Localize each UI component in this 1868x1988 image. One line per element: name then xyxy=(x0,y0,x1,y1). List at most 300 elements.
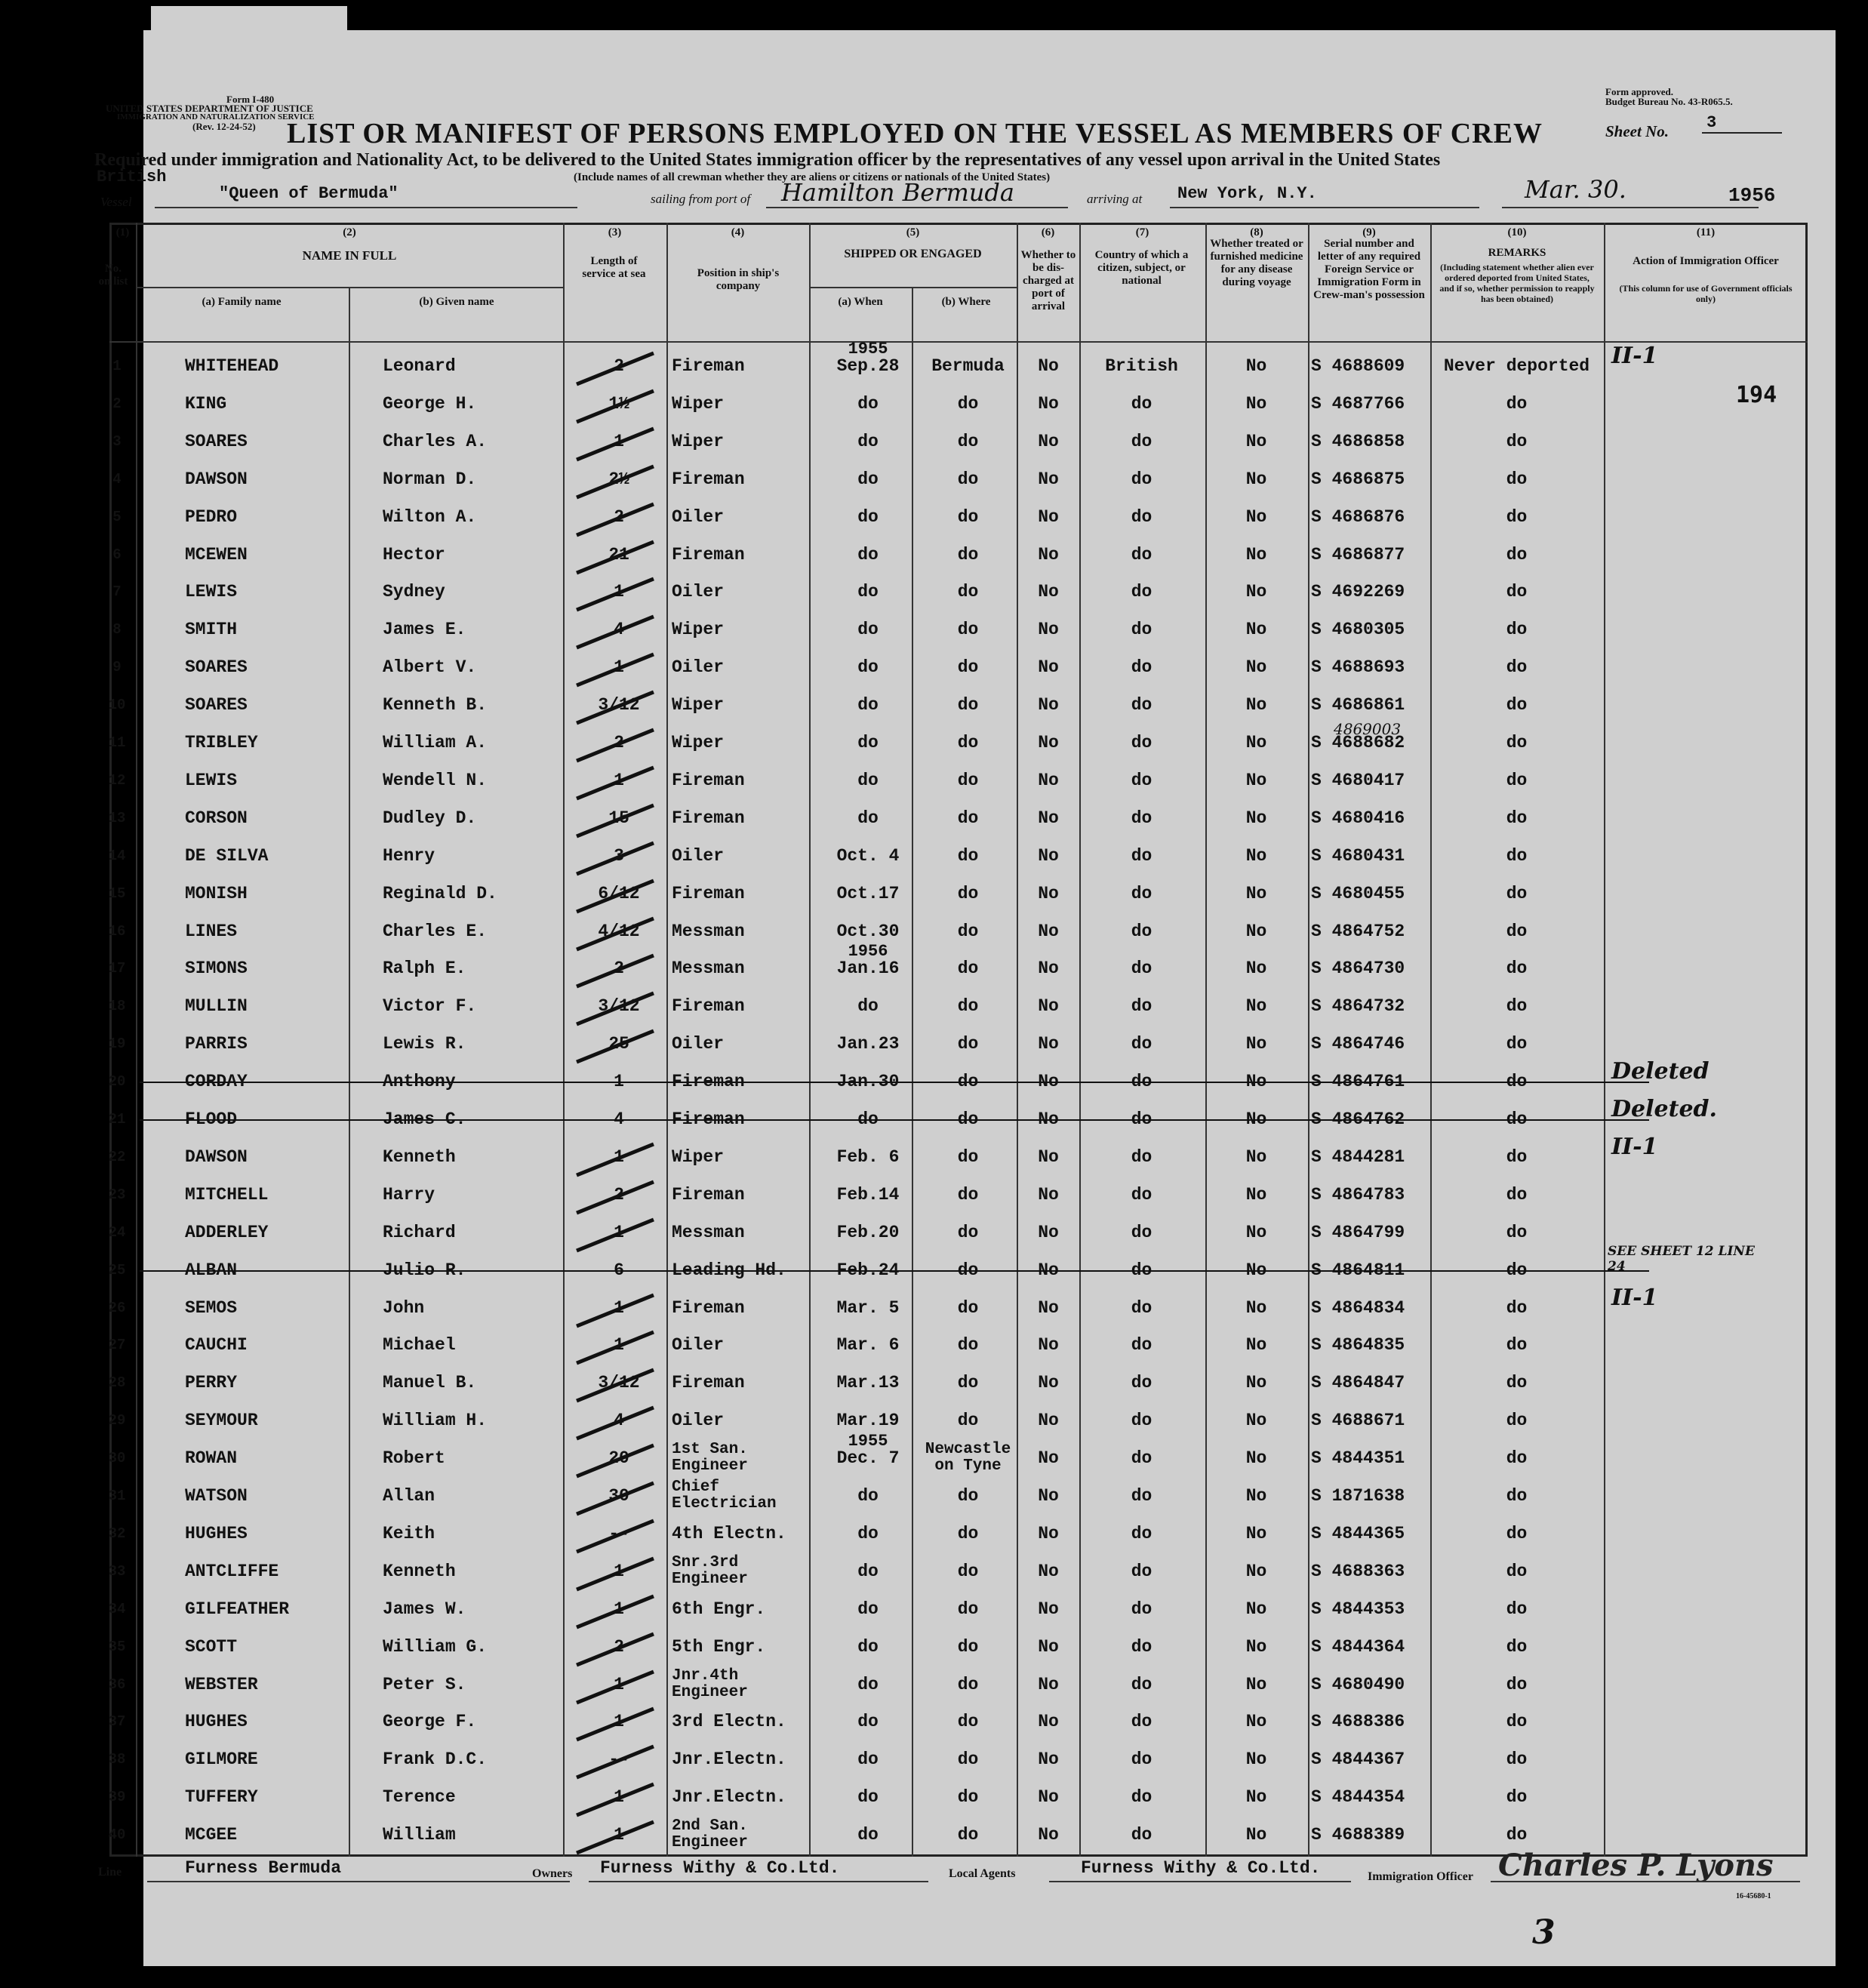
cell-discharged: No xyxy=(1038,770,1059,790)
cell-given: George F. xyxy=(383,1712,477,1732)
cell-serial: S 4686875 xyxy=(1311,469,1405,489)
requirement-text: Required under immigration and Nationality Act, to be delivered to the United States immigration officer by the representatives of any vessel upon arrival in the United States xyxy=(94,150,1441,170)
officer-signature: Charles P. Lyons xyxy=(1498,1848,1774,1883)
cell-treated: No xyxy=(1245,657,1267,678)
cell-treated: No xyxy=(1245,1486,1267,1506)
cell-serial: S 4680455 xyxy=(1311,883,1405,903)
cell-discharged: No xyxy=(1038,582,1059,602)
cell-family: SOARES xyxy=(185,431,248,451)
cell-serial: S 4864761 xyxy=(1311,1072,1405,1092)
table-row xyxy=(109,1628,1808,1666)
header-col7: (7) xyxy=(1135,226,1149,238)
footer-agents: Furness Withy & Co.Ltd. xyxy=(1081,1858,1321,1878)
cell-given: William xyxy=(383,1825,456,1845)
cell-given: Frank D.C. xyxy=(383,1750,488,1770)
header-col9-text: Serial number and letter of any required Foreign Service or Immigration Form in Crew-man's possession xyxy=(1313,238,1425,301)
cell-treated: No xyxy=(1245,1109,1267,1129)
cell-discharged: No xyxy=(1038,1260,1059,1280)
page-title: LIST OR MANIFEST OF PERSONS EMPLOYED ON THE VESSEL AS MEMBERS OF CREW xyxy=(287,118,1543,149)
cell-remarks: do xyxy=(1506,1222,1528,1242)
cell-where: do xyxy=(957,1373,979,1393)
cell-where: do xyxy=(957,770,979,790)
cell-treated: No xyxy=(1245,770,1267,790)
cell-country: do xyxy=(1131,657,1152,678)
header-subdivider xyxy=(136,287,563,288)
cell-no: 16 xyxy=(108,922,126,940)
page-mark: 3 xyxy=(1532,1913,1556,1952)
table-row xyxy=(109,1025,1808,1063)
requirement-note: (Include names of all crewman whether they are aliens or citizens or nationals of the United States) xyxy=(574,171,1051,183)
cell-position-line2: Electrician xyxy=(672,1495,777,1513)
cell-given: Charles E. xyxy=(383,921,488,941)
cell-country: do xyxy=(1131,883,1152,903)
cell-service: 2 xyxy=(614,1184,624,1205)
cell-discharged: No xyxy=(1038,1184,1059,1205)
cell-remarks: do xyxy=(1506,1825,1528,1845)
cell-treated: No xyxy=(1245,620,1267,640)
table-row xyxy=(109,381,1808,423)
cell-position: Oiler xyxy=(672,1034,725,1054)
cell-remarks: do xyxy=(1506,393,1528,414)
cell-service: 2 xyxy=(614,506,624,527)
cell-remarks: do xyxy=(1506,1486,1528,1506)
cell-family: TRIBLEY xyxy=(185,733,258,752)
cell-remarks: do xyxy=(1506,544,1528,565)
cell-given: William H. xyxy=(383,1411,488,1431)
cell-no: 20 xyxy=(108,1073,126,1091)
paper-tab xyxy=(151,6,347,66)
cell-when: Oct.17 xyxy=(836,883,900,903)
cell-country: do xyxy=(1131,1034,1152,1054)
cell-discharged: No xyxy=(1038,393,1059,414)
cell-remarks: do xyxy=(1506,506,1528,527)
cell-remarks: do xyxy=(1506,1674,1528,1694)
cell-given: Terence xyxy=(383,1787,456,1808)
cell-position: Oiler xyxy=(672,506,725,527)
cell-family: CAUCHI xyxy=(185,1335,248,1356)
cell-service: 4 xyxy=(614,1411,624,1431)
table-row xyxy=(108,1432,1808,1477)
cell-remarks: do xyxy=(1506,733,1528,752)
cell-service: 3/12 xyxy=(598,996,640,1017)
cell-service: 4 xyxy=(614,620,624,640)
cell-treated: No xyxy=(1245,1636,1267,1657)
cell-position: Wiper xyxy=(672,1146,725,1167)
cell-when: Oct.30 xyxy=(836,921,900,941)
cell-remarks: do xyxy=(1506,657,1528,678)
cell-no: 31 xyxy=(108,1488,126,1504)
cell-when: do xyxy=(857,1825,879,1845)
officer-action: Deleted xyxy=(1611,1058,1710,1085)
cell-discharged: No xyxy=(1038,695,1059,715)
cell-family: GILFEATHER xyxy=(185,1599,290,1619)
cell-where: do xyxy=(957,1335,979,1356)
table-row xyxy=(109,762,1808,799)
cell-where: do xyxy=(957,1297,979,1318)
cell-remarks: do xyxy=(1506,1599,1528,1619)
cell-where: Newcastle xyxy=(925,1441,1011,1459)
header-col1: (1) xyxy=(115,226,130,238)
cell-position: Fireman xyxy=(672,1297,745,1318)
cell-remarks: do xyxy=(1506,1260,1528,1280)
cell-where: do xyxy=(957,1146,979,1167)
cell-family: PERRY xyxy=(185,1373,238,1393)
cell-discharged: No xyxy=(1038,1787,1059,1808)
table-row xyxy=(109,686,1808,724)
cell-position: Wiper xyxy=(672,695,725,715)
cell-when: do xyxy=(857,996,879,1017)
cell-treated: No xyxy=(1245,1674,1267,1694)
cell-country: do xyxy=(1131,1636,1152,1657)
cell-position: Fireman xyxy=(672,544,745,565)
table-row xyxy=(108,720,1808,762)
cell-no: 29 xyxy=(108,1412,126,1429)
cell-position: Chief xyxy=(672,1479,720,1496)
cell-no: 3 xyxy=(112,432,122,450)
cell-when: do xyxy=(857,544,879,565)
cell-country: do xyxy=(1131,620,1152,640)
cell-remarks: do xyxy=(1506,1034,1528,1054)
cell-service: 1 xyxy=(614,1146,624,1167)
header-col2b: (b) Given name xyxy=(419,296,494,308)
cell-position: Oiler xyxy=(672,845,725,866)
cell-family: HUGHES xyxy=(185,1523,248,1543)
cell-year: 1955 xyxy=(848,340,888,359)
cell-where: do xyxy=(957,959,979,979)
cell-given: William G. xyxy=(383,1636,488,1657)
cell-position: Oiler xyxy=(672,582,725,602)
cell-family: WEBSTER xyxy=(185,1674,258,1694)
table-row xyxy=(109,460,1808,498)
cell-remarks: do xyxy=(1506,620,1528,640)
cell-given: Victor F. xyxy=(383,996,477,1017)
cell-serial: S 4864762 xyxy=(1311,1109,1405,1129)
table-row xyxy=(109,1740,1808,1778)
cell-serial: S 4688386 xyxy=(1311,1712,1405,1732)
cell-given: Leonard xyxy=(383,356,456,376)
cell-when: Feb. 6 xyxy=(836,1146,900,1167)
cell-no: 19 xyxy=(108,1036,126,1053)
cell-position: Fireman xyxy=(672,469,745,489)
cell-when: Jan.23 xyxy=(836,1034,900,1054)
cell-remarks: do xyxy=(1506,695,1528,715)
cell-country: do xyxy=(1131,733,1152,752)
arriving-port: New York, N.Y. xyxy=(1177,184,1317,203)
cell-family: DE SILVA xyxy=(185,845,269,866)
cell-country: do xyxy=(1131,1297,1152,1318)
cell-discharged: No xyxy=(1038,1561,1059,1581)
cell-discharged: No xyxy=(1038,1034,1059,1054)
cell-serial: S 4864811 xyxy=(1311,1260,1405,1280)
cell-when: Dec. 7 xyxy=(836,1448,900,1469)
cell-family: PARRIS xyxy=(185,1034,248,1054)
header-col10-title: REMARKS xyxy=(1488,247,1546,259)
cell-service: 30 xyxy=(608,1486,629,1506)
cell-family: MONISH xyxy=(185,883,248,903)
cell-given: Kenneth xyxy=(383,1146,456,1167)
cell-discharged: No xyxy=(1038,356,1059,376)
table-row xyxy=(109,498,1808,536)
table-row xyxy=(108,1133,1808,1176)
cell-discharged: No xyxy=(1038,1486,1059,1506)
cell-country: do xyxy=(1131,1523,1152,1543)
header-subdivider xyxy=(809,287,1017,288)
cell-treated: No xyxy=(1245,845,1267,866)
cell-service: 3/12 xyxy=(598,1373,640,1393)
cell-treated: No xyxy=(1245,1448,1267,1469)
cell-where: do xyxy=(957,582,979,602)
cell-remarks: do xyxy=(1506,921,1528,941)
table-row xyxy=(109,1326,1808,1364)
cell-serial: S 4688609 xyxy=(1311,356,1405,376)
table-row xyxy=(109,611,1808,648)
cell-no: 4 xyxy=(112,470,122,488)
cell-remarks: Never deported xyxy=(1443,356,1590,376)
cell-no: 36 xyxy=(108,1676,126,1693)
cell-treated: No xyxy=(1245,431,1267,451)
cell-given: Ralph E. xyxy=(383,959,466,979)
footer-line: Furness Bermuda xyxy=(185,1858,342,1878)
cell-country: do xyxy=(1131,1561,1152,1581)
cell-remarks: do xyxy=(1506,1448,1528,1469)
cell-serial: S 4680305 xyxy=(1311,620,1405,640)
cell-country: do xyxy=(1131,1411,1152,1431)
cell-remarks: do xyxy=(1506,1411,1528,1431)
row-strikethrough xyxy=(140,1119,1649,1121)
cell-serial: S 4688693 xyxy=(1311,657,1405,678)
cell-serial: S 4864835 xyxy=(1311,1335,1405,1356)
cell-remarks: do xyxy=(1506,1297,1528,1318)
cell-treated: No xyxy=(1245,469,1267,489)
cell-country: do xyxy=(1131,1599,1152,1619)
cell-position: Fireman xyxy=(672,996,745,1017)
table-row xyxy=(108,942,1808,987)
cell-family: CORDAY xyxy=(185,1072,248,1092)
cell-when: Sep.28 xyxy=(836,356,900,376)
cell-remarks: do xyxy=(1506,845,1528,866)
cell-discharged: No xyxy=(1038,1222,1059,1242)
cell-serial: S 4680416 xyxy=(1311,808,1405,828)
cell-serial: S 4864732 xyxy=(1311,996,1405,1017)
cell-service: 1 xyxy=(614,1712,624,1732)
cell-discharged: No xyxy=(1038,1297,1059,1318)
cell-where: do xyxy=(957,1523,979,1543)
cell-when: do xyxy=(857,506,879,527)
cell-no: 39 xyxy=(108,1789,126,1806)
cell-service: 2 xyxy=(614,356,624,376)
cell-where: do xyxy=(957,1561,979,1581)
cell-position-line2: Engineer xyxy=(672,1570,748,1588)
form-revision: (Rev. 12-24-52) xyxy=(192,121,256,132)
cell-no: 37 xyxy=(108,1713,126,1731)
cell-discharged: No xyxy=(1038,1109,1059,1129)
header-col6: (6) xyxy=(1041,226,1055,238)
cell-given: Dudley D. xyxy=(383,808,477,828)
table-row xyxy=(109,1214,1808,1251)
cell-discharged: No xyxy=(1038,657,1059,678)
cell-treated: No xyxy=(1245,695,1267,715)
cell-service: 1 xyxy=(614,582,624,602)
cell-remarks: do xyxy=(1506,883,1528,903)
cell-position: Fireman xyxy=(672,883,745,903)
cell-treated: No xyxy=(1245,808,1267,828)
cell-where: do xyxy=(957,1712,979,1732)
table-row xyxy=(109,1553,1808,1590)
cell-where: do xyxy=(957,921,979,941)
cell-position: Oiler xyxy=(672,657,725,678)
cell-remarks: do xyxy=(1506,770,1528,790)
header-col11-sub: (This column for use of Government officials only) xyxy=(1619,283,1793,304)
cell-position: 5th Engr. xyxy=(672,1636,766,1657)
cell-when: Mar. 5 xyxy=(836,1297,900,1318)
cell-no: 22 xyxy=(108,1148,126,1165)
cell-service: 20 xyxy=(608,1448,629,1469)
cell-no: 18 xyxy=(108,998,126,1015)
cell-given: Manuel B. xyxy=(383,1373,477,1393)
cell-when: do xyxy=(857,1109,879,1129)
cell-when: Feb.24 xyxy=(836,1260,900,1280)
cell-treated: No xyxy=(1245,1523,1267,1543)
cell-serial: S 4688389 xyxy=(1311,1825,1405,1845)
budget-bureau: Budget Bureau No. 43-R065.5. xyxy=(1605,96,1733,107)
footer-owners-rule xyxy=(589,1864,928,1882)
header-col8: (8) xyxy=(1250,226,1263,238)
cell-year: 1956 xyxy=(848,942,888,962)
cell-where-line2: on Tyne xyxy=(934,1457,1002,1476)
cell-where: do xyxy=(957,695,979,715)
cell-family: KING xyxy=(185,393,227,414)
cell-where: do xyxy=(957,733,979,752)
cell-serial: S 1871638 xyxy=(1311,1486,1405,1506)
header-col5-text: SHIPPED OR ENGAGED xyxy=(844,248,982,260)
cell-family: GILMORE xyxy=(185,1750,258,1770)
cell-country: do xyxy=(1131,1787,1152,1808)
cell-family: LINES xyxy=(185,921,238,941)
cell-discharged: No xyxy=(1038,431,1059,451)
cell-when: do xyxy=(857,582,879,602)
cell-country: do xyxy=(1131,1184,1152,1205)
cell-country: do xyxy=(1131,1222,1152,1242)
cell-position: Jnr.Electn. xyxy=(672,1750,786,1770)
officer-action: SEE SHEET 12 LINE 24 xyxy=(1608,1243,1755,1274)
table-row xyxy=(109,1176,1808,1214)
cell-country: do xyxy=(1131,1260,1152,1280)
cell-when: do xyxy=(857,1561,879,1581)
cell-discharged: No xyxy=(1038,1712,1059,1732)
cell-position: Oiler xyxy=(672,1411,725,1431)
cell-no: 8 xyxy=(112,621,122,639)
cell-given: Harry xyxy=(383,1184,435,1205)
cell-position: 6th Engr. xyxy=(672,1599,766,1619)
cell-discharged: No xyxy=(1038,1373,1059,1393)
cell-no: 21 xyxy=(108,1111,126,1128)
cell-when: do xyxy=(857,1486,879,1506)
cell-service: 1 xyxy=(614,431,624,451)
cell-no: 23 xyxy=(108,1186,126,1203)
officer-action: II-1 xyxy=(1611,343,1658,369)
cell-remarks: do xyxy=(1506,1109,1528,1129)
cell-when: Oct. 4 xyxy=(836,845,900,866)
cell-given: Lewis R. xyxy=(383,1034,466,1054)
cell-family: LEWIS xyxy=(185,770,238,790)
cell-given: Allan xyxy=(383,1486,435,1506)
header-col5: (5) xyxy=(906,226,920,238)
cell-no: 11 xyxy=(108,734,126,751)
table-row xyxy=(109,1402,1808,1439)
cell-serial: S 4864799 xyxy=(1311,1222,1405,1242)
cell-serial: S 4844351 xyxy=(1311,1448,1405,1469)
cell-family: MCGEE xyxy=(185,1825,238,1845)
cell-when: do xyxy=(857,1750,879,1770)
cell-country: do xyxy=(1131,469,1152,489)
cell-where: do xyxy=(957,431,979,451)
cell-discharged: No xyxy=(1038,845,1059,866)
cell-serial: S 4864834 xyxy=(1311,1297,1405,1318)
cell-remarks: do xyxy=(1506,959,1528,979)
cell-where: do xyxy=(957,1109,979,1129)
cell-discharged: No xyxy=(1038,921,1059,941)
cell-where: do xyxy=(957,1787,979,1808)
cell-where: do xyxy=(957,620,979,640)
cell-discharged: No xyxy=(1038,1825,1059,1845)
cell-service: 1 xyxy=(614,1787,624,1808)
header-bottom xyxy=(109,341,1808,343)
cell-service: 1 xyxy=(614,1335,624,1356)
officer-action: 194 xyxy=(1736,381,1777,408)
cell-remarks: do xyxy=(1506,1712,1528,1732)
table-row xyxy=(109,573,1808,611)
cell-country: do xyxy=(1131,1674,1152,1694)
cell-service: 6/12 xyxy=(598,883,640,903)
cell-when: do xyxy=(857,1523,879,1543)
cell-position: 4th Electn. xyxy=(672,1523,786,1543)
cell-serial: S 4844367 xyxy=(1311,1750,1405,1770)
table-row xyxy=(108,1284,1808,1327)
cell-where: do xyxy=(957,1222,979,1242)
cell-given: Albert V. xyxy=(383,657,477,678)
cell-treated: No xyxy=(1245,393,1267,414)
cell-no: 6 xyxy=(112,546,122,563)
cell-country: do xyxy=(1131,1448,1152,1469)
print-code: 16-45680-1 xyxy=(1736,1892,1771,1900)
header-col11-text: Action of Immigration Officer xyxy=(1633,255,1779,267)
cell-where: do xyxy=(957,883,979,903)
cell-given: Henry xyxy=(383,845,435,866)
cell-treated: No xyxy=(1245,1373,1267,1393)
cell-country: do xyxy=(1131,1486,1152,1506)
cell-position: Jnr.4th xyxy=(672,1666,739,1685)
form-approved: Form approved. xyxy=(1605,86,1674,97)
cell-treated: No xyxy=(1245,996,1267,1017)
cell-country: do xyxy=(1131,582,1152,602)
cell-when: Feb.20 xyxy=(836,1222,900,1242)
cell-where: do xyxy=(957,1184,979,1205)
cell-serial: S 4844365 xyxy=(1311,1523,1405,1543)
cell-treated: No xyxy=(1245,1072,1267,1092)
cell-when: do xyxy=(857,1712,879,1732)
cell-country: do xyxy=(1131,1712,1152,1732)
vessel-label: Vessel xyxy=(100,195,132,209)
cell-no: 30 xyxy=(108,1450,126,1467)
cell-given: Richard xyxy=(383,1222,456,1242)
cell-where: do xyxy=(957,393,979,414)
cell-position: Oiler xyxy=(672,1335,725,1356)
table-row xyxy=(109,1666,1808,1703)
cell-given: Anthony xyxy=(383,1072,456,1092)
cell-service: 2 xyxy=(614,959,624,979)
cell-position: Jnr.Electn. xyxy=(672,1787,786,1808)
vessel-name: "Queen of Bermuda" xyxy=(219,184,399,203)
